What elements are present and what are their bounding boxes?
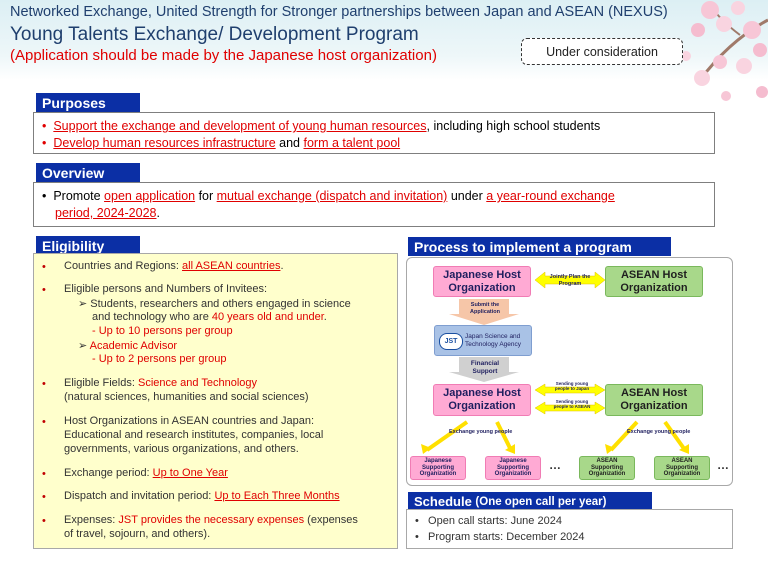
purposes-item-2: • Develop human resources infrastructure and form a talent pool: [42, 136, 401, 150]
overview-line-2: period, 2024-2028.: [55, 206, 160, 220]
eligibility-countries: Countries and Regions: all ASEAN countries.: [64, 260, 284, 272]
header-program-name: Networked Exchange, United Strength for Stronger partnerships between Japan and ASEAN (NEXUS): [10, 4, 668, 20]
sending-to-japan-label: Sending young people to Japan: [554, 381, 590, 392]
jointly-plan-label: Jointly Plan the Program: [549, 274, 591, 287]
process-heading: Process to implement a program: [408, 237, 671, 256]
eligibility-box: • Countries and Regions: all ASEAN countries. • Eligible persons and Numbers of Invitees: ➢ Students, researchers and others engaged in science and technology who are 40 years old and under. - Up to 10 persons per group ➢ Academic Advisor - Up to 2 persons per group • Eligible Fields: Science and Technology (natural sciences, humanities and social sciences) • Host Organizations in ASEAN countries and Japan: Educational and research institutes, companies, local governments, various organizations, and others. • Exchange period: Up to One Year • Dispatch and invitation period: Up to Each Three Months • Expenses: JST provides the necessary expenses (expenses of travel, sojourn, and others).: [33, 253, 398, 549]
submit-application-label: Submit the Application: [470, 302, 500, 315]
status-badge: Under consideration: [521, 38, 683, 65]
page-title: Young Talents Exchange/ Development Program: [10, 24, 419, 45]
process-diagram: [406, 257, 733, 486]
japanese-supporting-org-1: Japanese Supporting Organization: [410, 456, 466, 480]
schedule-box: [406, 509, 733, 549]
eligibility-dispatch-period: Dispatch and invitation period: Up to Each Three Months: [64, 490, 340, 502]
page-subtitle: (Application should be made by the Japanese host organization): [10, 47, 437, 64]
eligibility-expenses: Expenses: JST provides the necessary expenses (expenses: [64, 514, 358, 526]
eligibility-advisor: ➢ Academic Advisor: [78, 340, 178, 352]
asean-host-box: ASEAN Host Organization: [605, 384, 703, 416]
purposes-link-support: Support the exchange and development of young human resources: [53, 119, 427, 133]
purposes-heading: Purposes: [36, 93, 140, 112]
asean-supporting-more: …: [717, 458, 729, 472]
eligibility-persons: Eligible persons and Numbers of Invitees:: [64, 283, 267, 295]
japanese-supporting-more: …: [549, 458, 561, 472]
sending-to-asean-label: Sending young people to ASEAN: [553, 399, 591, 410]
jst-name-line-2: Technology Agency: [465, 340, 522, 348]
asean-host-top-box: ASEAN Host Organization: [605, 266, 703, 297]
eligibility-exchange-period: Exchange period: Up to One Year: [64, 467, 228, 479]
japanese-host-box: Japanese Host Organization: [433, 384, 531, 416]
eligibility-fields: Eligible Fields: Science and Technology: [64, 377, 258, 389]
jst-box: [434, 325, 532, 356]
overview-line-1: • Promote open application for mutual exchange (dispatch and invitation) under a year-round exchange: [42, 189, 615, 203]
overview-heading: Overview: [36, 163, 140, 182]
japanese-supporting-org-2: Japanese Supporting Organization: [485, 456, 541, 480]
schedule-item-2: • Program starts: December 2024: [415, 531, 585, 543]
exchange-young-people-left: Exchange young people: [449, 429, 513, 435]
schedule-item-1: • Open call starts: June 2024: [415, 515, 562, 527]
eligibility-host-orgs: Host Organizations in ASEAN countries and Japan:: [64, 415, 315, 427]
asean-supporting-org-1: ASEAN Supporting Organization: [579, 456, 635, 480]
eligibility-students: ➢ Students, researchers and others engaged in science: [78, 298, 351, 310]
financial-support-label: Financial Support: [470, 360, 500, 375]
schedule-heading: Schedule (One open call per year): [408, 492, 652, 511]
purposes-link-talent-pool: form a talent pool: [303, 136, 401, 150]
purposes-item-1: • Support the exchange and development of young human resources, including high school students: [42, 119, 601, 133]
eligibility-heading: Eligibility: [36, 236, 140, 255]
purposes-link-infrastructure: Develop human resources infrastructure: [53, 136, 276, 150]
jst-name-line-1: Japan Science and: [465, 333, 521, 340]
japanese-host-top-box: Japanese Host Organization: [433, 266, 531, 297]
jst-logo-icon: JST: [439, 333, 463, 350]
asean-supporting-org-2: ASEAN Supporting Organization: [654, 456, 710, 480]
overview-box: [33, 182, 715, 227]
purposes-box: [33, 112, 715, 154]
exchange-young-people-right: Exchange young people: [627, 429, 691, 435]
